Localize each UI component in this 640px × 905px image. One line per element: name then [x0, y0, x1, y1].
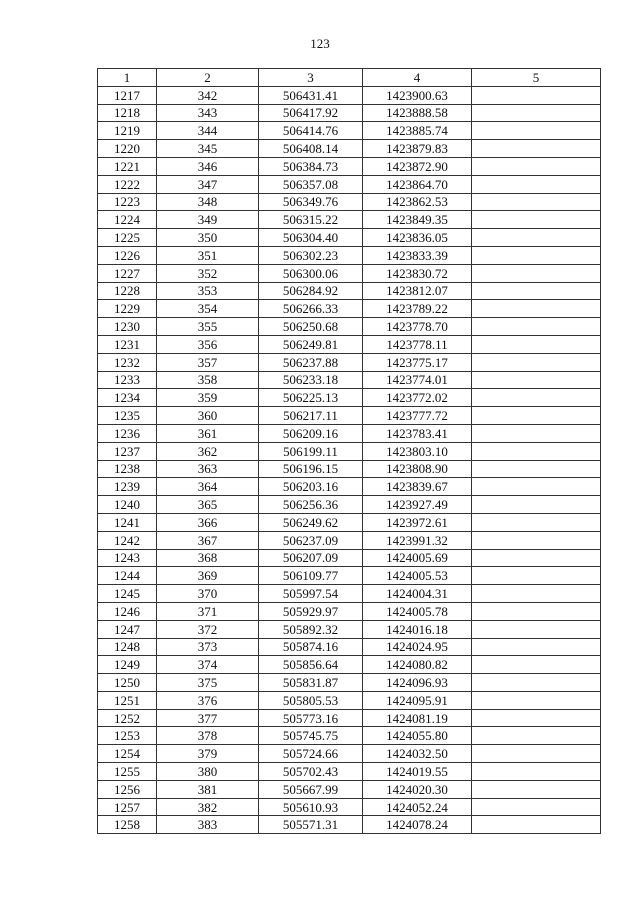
cell-x-coordinate: 506304.40 — [259, 229, 363, 247]
table-row — [98, 656, 601, 674]
table-body — [98, 86, 601, 833]
table-row — [98, 264, 601, 282]
cell-note — [472, 371, 601, 389]
cell-sequence-number: 365 — [157, 496, 259, 514]
cell-x-coordinate: 506284.92 — [259, 282, 363, 300]
cell-x-coordinate: 506225.13 — [259, 389, 363, 407]
table-header — [98, 69, 601, 87]
cell-point-number: 1253 — [98, 727, 157, 745]
cell-x-coordinate: 505610.93 — [259, 798, 363, 816]
column-header-3: 3 — [259, 69, 363, 87]
cell-x-coordinate: 506249.62 — [259, 513, 363, 531]
cell-y-coordinate: 1424080.82 — [363, 656, 472, 674]
table-row — [98, 780, 601, 798]
cell-x-coordinate: 506217.11 — [259, 407, 363, 425]
cell-x-coordinate: 506256.36 — [259, 496, 363, 514]
table-row — [98, 549, 601, 567]
cell-point-number: 1217 — [98, 86, 157, 104]
cell-point-number: 1244 — [98, 567, 157, 585]
cell-point-number: 1241 — [98, 513, 157, 531]
cell-note — [472, 478, 601, 496]
table-row — [98, 211, 601, 229]
cell-x-coordinate: 505856.64 — [259, 656, 363, 674]
cell-point-number: 1248 — [98, 638, 157, 656]
cell-x-coordinate: 506237.09 — [259, 531, 363, 549]
table-row — [98, 638, 601, 656]
cell-sequence-number: 374 — [157, 656, 259, 674]
cell-sequence-number: 379 — [157, 745, 259, 763]
cell-x-coordinate: 505805.53 — [259, 691, 363, 709]
cell-x-coordinate: 505667.99 — [259, 780, 363, 798]
table-row — [98, 763, 601, 781]
cell-point-number: 1222 — [98, 175, 157, 193]
cell-point-number: 1229 — [98, 300, 157, 318]
cell-x-coordinate: 506349.76 — [259, 193, 363, 211]
cell-x-coordinate: 506233.18 — [259, 371, 363, 389]
cell-point-number: 1231 — [98, 335, 157, 353]
cell-note — [472, 585, 601, 603]
column-header-5: 5 — [472, 69, 601, 87]
cell-note — [472, 816, 601, 834]
cell-note — [472, 656, 601, 674]
cell-sequence-number: 360 — [157, 407, 259, 425]
cell-sequence-number: 353 — [157, 282, 259, 300]
cell-sequence-number: 366 — [157, 513, 259, 531]
cell-point-number: 1230 — [98, 318, 157, 336]
cell-note — [472, 157, 601, 175]
cell-y-coordinate: 1423775.17 — [363, 353, 472, 371]
cell-sequence-number: 383 — [157, 816, 259, 834]
cell-x-coordinate: 506417.92 — [259, 104, 363, 122]
cell-y-coordinate: 1423862.53 — [363, 193, 472, 211]
cell-note — [472, 353, 601, 371]
cell-sequence-number: 361 — [157, 424, 259, 442]
cell-note — [472, 122, 601, 140]
table-row — [98, 122, 601, 140]
table-row — [98, 496, 601, 514]
cell-y-coordinate: 1423991.32 — [363, 531, 472, 549]
cell-point-number: 1256 — [98, 780, 157, 798]
cell-sequence-number: 354 — [157, 300, 259, 318]
cell-y-coordinate: 1424055.80 — [363, 727, 472, 745]
cell-point-number: 1246 — [98, 602, 157, 620]
table-row — [98, 246, 601, 264]
cell-note — [472, 104, 601, 122]
cell-sequence-number: 364 — [157, 478, 259, 496]
table-row — [98, 104, 601, 122]
cell-sequence-number: 351 — [157, 246, 259, 264]
table-row — [98, 745, 601, 763]
cell-x-coordinate: 505702.43 — [259, 763, 363, 781]
cell-point-number: 1220 — [98, 140, 157, 158]
cell-y-coordinate: 1423885.74 — [363, 122, 472, 140]
cell-note — [472, 798, 601, 816]
cell-note — [472, 335, 601, 353]
table-row — [98, 460, 601, 478]
table-row — [98, 602, 601, 620]
cell-y-coordinate: 1423839.67 — [363, 478, 472, 496]
cell-x-coordinate: 506249.81 — [259, 335, 363, 353]
cell-sequence-number: 352 — [157, 264, 259, 282]
cell-sequence-number: 359 — [157, 389, 259, 407]
cell-y-coordinate: 1423830.72 — [363, 264, 472, 282]
cell-note — [472, 513, 601, 531]
table-row — [98, 727, 601, 745]
cell-x-coordinate: 506302.23 — [259, 246, 363, 264]
cell-x-coordinate: 505831.87 — [259, 674, 363, 692]
table-row — [98, 389, 601, 407]
cell-y-coordinate: 1424004.31 — [363, 585, 472, 603]
cell-sequence-number: 373 — [157, 638, 259, 656]
cell-note — [472, 567, 601, 585]
table-row — [98, 353, 601, 371]
table-row — [98, 407, 601, 425]
cell-y-coordinate: 1424096.93 — [363, 674, 472, 692]
cell-sequence-number: 372 — [157, 620, 259, 638]
cell-y-coordinate: 1424016.18 — [363, 620, 472, 638]
cell-note — [472, 763, 601, 781]
cell-sequence-number: 358 — [157, 371, 259, 389]
cell-y-coordinate: 1423783.41 — [363, 424, 472, 442]
cell-point-number: 1223 — [98, 193, 157, 211]
cell-sequence-number: 375 — [157, 674, 259, 692]
table-row — [98, 531, 601, 549]
cell-x-coordinate: 506384.73 — [259, 157, 363, 175]
cell-point-number: 1218 — [98, 104, 157, 122]
cell-y-coordinate: 1424052.24 — [363, 798, 472, 816]
cell-x-coordinate: 505745.75 — [259, 727, 363, 745]
cell-y-coordinate: 1423972.61 — [363, 513, 472, 531]
cell-point-number: 1227 — [98, 264, 157, 282]
table-row — [98, 318, 601, 336]
cell-y-coordinate: 1424005.69 — [363, 549, 472, 567]
cell-note — [472, 674, 601, 692]
cell-y-coordinate: 1423774.01 — [363, 371, 472, 389]
table-row — [98, 300, 601, 318]
cell-note — [472, 282, 601, 300]
cell-x-coordinate: 506109.77 — [259, 567, 363, 585]
cell-note — [472, 638, 601, 656]
cell-y-coordinate: 1423849.35 — [363, 211, 472, 229]
cell-y-coordinate: 1424020.30 — [363, 780, 472, 798]
cell-point-number: 1234 — [98, 389, 157, 407]
cell-y-coordinate: 1423872.90 — [363, 157, 472, 175]
cell-note — [472, 531, 601, 549]
cell-point-number: 1240 — [98, 496, 157, 514]
cell-point-number: 1258 — [98, 816, 157, 834]
cell-y-coordinate: 1423778.11 — [363, 335, 472, 353]
table-row — [98, 674, 601, 692]
cell-point-number: 1243 — [98, 549, 157, 567]
cell-point-number: 1219 — [98, 122, 157, 140]
cell-point-number: 1238 — [98, 460, 157, 478]
page-number: 123 — [310, 36, 330, 51]
table-row — [98, 86, 601, 104]
cell-note — [472, 318, 601, 336]
cell-sequence-number: 363 — [157, 460, 259, 478]
cell-note — [472, 496, 601, 514]
cell-y-coordinate: 1423772.02 — [363, 389, 472, 407]
header-row — [98, 69, 601, 87]
cell-y-coordinate: 1423900.63 — [363, 86, 472, 104]
table-row — [98, 585, 601, 603]
table-row — [98, 282, 601, 300]
cell-sequence-number: 342 — [157, 86, 259, 104]
cell-note — [472, 300, 601, 318]
cell-x-coordinate: 505929.97 — [259, 602, 363, 620]
cell-sequence-number: 382 — [157, 798, 259, 816]
cell-sequence-number: 348 — [157, 193, 259, 211]
table-row — [98, 193, 601, 211]
cell-point-number: 1254 — [98, 745, 157, 763]
cell-note — [472, 709, 601, 727]
cell-note — [472, 745, 601, 763]
column-header-2: 2 — [157, 69, 259, 87]
cell-sequence-number: 377 — [157, 709, 259, 727]
cell-note — [472, 264, 601, 282]
cell-note — [472, 549, 601, 567]
cell-sequence-number: 371 — [157, 602, 259, 620]
cell-note — [472, 727, 601, 745]
cell-y-coordinate: 1423789.22 — [363, 300, 472, 318]
cell-note — [472, 424, 601, 442]
table-row — [98, 798, 601, 816]
cell-note — [472, 193, 601, 211]
cell-point-number: 1245 — [98, 585, 157, 603]
table-row — [98, 620, 601, 638]
cell-point-number: 1255 — [98, 763, 157, 781]
cell-sequence-number: 356 — [157, 335, 259, 353]
cell-x-coordinate: 506357.08 — [259, 175, 363, 193]
cell-sequence-number: 349 — [157, 211, 259, 229]
cell-point-number: 1247 — [98, 620, 157, 638]
cell-sequence-number: 380 — [157, 763, 259, 781]
table-row — [98, 229, 601, 247]
cell-point-number: 1226 — [98, 246, 157, 264]
cell-y-coordinate: 1423808.90 — [363, 460, 472, 478]
cell-note — [472, 780, 601, 798]
cell-note — [472, 407, 601, 425]
cell-point-number: 1233 — [98, 371, 157, 389]
cell-x-coordinate: 506209.16 — [259, 424, 363, 442]
cell-y-coordinate: 1423836.05 — [363, 229, 472, 247]
cell-point-number: 1224 — [98, 211, 157, 229]
cell-note — [472, 460, 601, 478]
table-row — [98, 691, 601, 709]
table-row — [98, 371, 601, 389]
cell-point-number: 1257 — [98, 798, 157, 816]
cell-point-number: 1228 — [98, 282, 157, 300]
cell-y-coordinate: 1423812.07 — [363, 282, 472, 300]
cell-y-coordinate: 1423879.83 — [363, 140, 472, 158]
cell-note — [472, 442, 601, 460]
cell-x-coordinate: 506315.22 — [259, 211, 363, 229]
cell-x-coordinate: 505892.32 — [259, 620, 363, 638]
column-header-4: 4 — [363, 69, 472, 87]
cell-y-coordinate: 1424005.78 — [363, 602, 472, 620]
table-row — [98, 567, 601, 585]
cell-sequence-number: 350 — [157, 229, 259, 247]
cell-y-coordinate: 1423777.72 — [363, 407, 472, 425]
cell-x-coordinate: 506300.06 — [259, 264, 363, 282]
cell-point-number: 1249 — [98, 656, 157, 674]
table-row — [98, 513, 601, 531]
cell-note — [472, 602, 601, 620]
cell-y-coordinate: 1423927.49 — [363, 496, 472, 514]
cell-sequence-number: 369 — [157, 567, 259, 585]
cell-sequence-number: 344 — [157, 122, 259, 140]
cell-sequence-number: 362 — [157, 442, 259, 460]
table-row — [98, 709, 601, 727]
cell-point-number: 1250 — [98, 674, 157, 692]
cell-y-coordinate: 1424078.24 — [363, 816, 472, 834]
coordinates-table — [97, 68, 601, 834]
cell-x-coordinate: 506414.76 — [259, 122, 363, 140]
cell-sequence-number: 381 — [157, 780, 259, 798]
cell-sequence-number: 346 — [157, 157, 259, 175]
cell-point-number: 1235 — [98, 407, 157, 425]
cell-x-coordinate: 506408.14 — [259, 140, 363, 158]
cell-note — [472, 246, 601, 264]
cell-note — [472, 620, 601, 638]
cell-y-coordinate: 1423803.10 — [363, 442, 472, 460]
cell-point-number: 1221 — [98, 157, 157, 175]
cell-x-coordinate: 505874.16 — [259, 638, 363, 656]
table-row — [98, 335, 601, 353]
cell-x-coordinate: 505724.66 — [259, 745, 363, 763]
table-row — [98, 442, 601, 460]
cell-x-coordinate: 506266.33 — [259, 300, 363, 318]
cell-y-coordinate: 1424024.95 — [363, 638, 472, 656]
cell-x-coordinate: 506199.11 — [259, 442, 363, 460]
cell-note — [472, 229, 601, 247]
cell-note — [472, 86, 601, 104]
cell-point-number: 1251 — [98, 691, 157, 709]
cell-x-coordinate: 506196.15 — [259, 460, 363, 478]
cell-x-coordinate: 505997.54 — [259, 585, 363, 603]
cell-point-number: 1232 — [98, 353, 157, 371]
cell-note — [472, 175, 601, 193]
cell-x-coordinate: 505571.31 — [259, 816, 363, 834]
cell-y-coordinate: 1424081.19 — [363, 709, 472, 727]
cell-note — [472, 140, 601, 158]
cell-x-coordinate: 506250.68 — [259, 318, 363, 336]
cell-x-coordinate: 505773.16 — [259, 709, 363, 727]
cell-x-coordinate: 506237.88 — [259, 353, 363, 371]
cell-note — [472, 691, 601, 709]
cell-point-number: 1225 — [98, 229, 157, 247]
cell-sequence-number: 355 — [157, 318, 259, 336]
cell-sequence-number: 357 — [157, 353, 259, 371]
cell-sequence-number: 378 — [157, 727, 259, 745]
cell-sequence-number: 343 — [157, 104, 259, 122]
cell-x-coordinate: 506207.09 — [259, 549, 363, 567]
table-row — [98, 140, 601, 158]
table-row — [98, 175, 601, 193]
cell-sequence-number: 347 — [157, 175, 259, 193]
cell-y-coordinate: 1423864.70 — [363, 175, 472, 193]
cell-point-number: 1242 — [98, 531, 157, 549]
table-row — [98, 478, 601, 496]
cell-sequence-number: 345 — [157, 140, 259, 158]
cell-point-number: 1236 — [98, 424, 157, 442]
cell-y-coordinate: 1423778.70 — [363, 318, 472, 336]
cell-y-coordinate: 1423833.39 — [363, 246, 472, 264]
cell-x-coordinate: 506431.41 — [259, 86, 363, 104]
cell-x-coordinate: 506203.16 — [259, 478, 363, 496]
cell-point-number: 1239 — [98, 478, 157, 496]
cell-point-number: 1252 — [98, 709, 157, 727]
cell-sequence-number: 376 — [157, 691, 259, 709]
cell-point-number: 1237 — [98, 442, 157, 460]
table-row — [98, 816, 601, 834]
cell-y-coordinate: 1424032.50 — [363, 745, 472, 763]
cell-y-coordinate: 1424019.55 — [363, 763, 472, 781]
cell-y-coordinate: 1424005.53 — [363, 567, 472, 585]
cell-y-coordinate: 1424095.91 — [363, 691, 472, 709]
column-header-1: 1 — [98, 69, 157, 87]
cell-y-coordinate: 1423888.58 — [363, 104, 472, 122]
cell-note — [472, 211, 601, 229]
cell-sequence-number: 370 — [157, 585, 259, 603]
cell-sequence-number: 367 — [157, 531, 259, 549]
table-row — [98, 424, 601, 442]
table-row — [98, 157, 601, 175]
cell-note — [472, 389, 601, 407]
cell-sequence-number: 368 — [157, 549, 259, 567]
